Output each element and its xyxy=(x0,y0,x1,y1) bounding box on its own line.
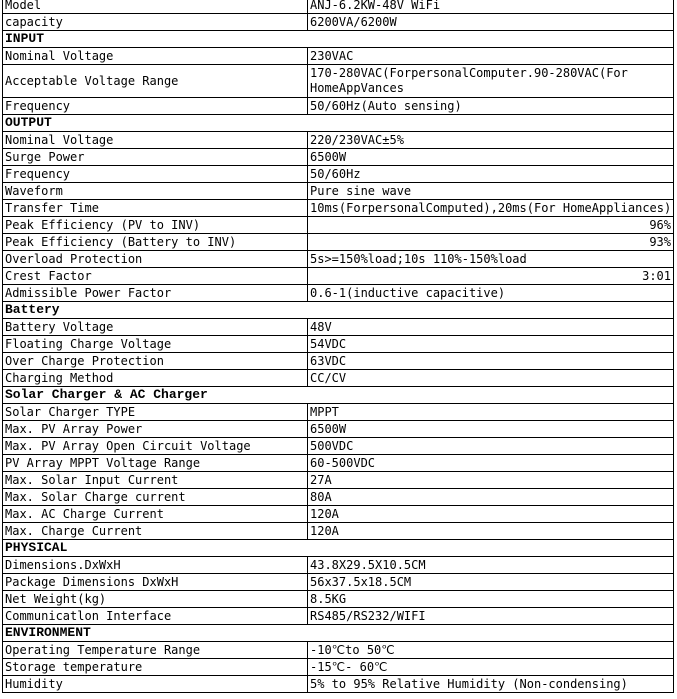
spec-row xyxy=(3,455,674,472)
spec-value: 54VDC xyxy=(308,336,674,353)
spec-row xyxy=(3,200,674,217)
spec-label: Acceptable Voltage Range xyxy=(3,65,308,98)
spec-label: Frequency xyxy=(3,98,308,115)
spec-row xyxy=(3,489,674,506)
spec-row xyxy=(3,319,674,336)
spec-row xyxy=(3,0,674,14)
spec-label: Net Weight(kg) xyxy=(3,591,308,608)
spec-value: 48V xyxy=(308,319,674,336)
spec-value: 500VDC xyxy=(308,438,674,455)
spec-label: PV Array MPPT Voltage Range xyxy=(3,455,308,472)
spec-label: Communicatlon Interface xyxy=(3,608,308,625)
spec-row xyxy=(3,65,674,98)
spec-row xyxy=(3,234,674,251)
spec-label: Surge Power xyxy=(3,149,308,166)
spec-label: Transfer Time xyxy=(3,200,308,217)
section-header-row xyxy=(3,540,674,557)
spec-row xyxy=(3,183,674,200)
spec-label: Frequency xyxy=(3,166,308,183)
spec-value: -15℃- 60℃ xyxy=(308,659,674,676)
section-header-row xyxy=(3,31,674,48)
spec-table xyxy=(2,0,674,693)
spec-label: Floating Charge Voltage xyxy=(3,336,308,353)
section-title: Solar Charger & AC Charger xyxy=(3,387,674,404)
spec-value: 6500W xyxy=(308,149,674,166)
spec-value: CC/CV xyxy=(308,370,674,387)
spec-row xyxy=(3,591,674,608)
spec-value: 120A xyxy=(308,523,674,540)
spec-row xyxy=(3,421,674,438)
spec-value: 43.8X29.5X10.5CM xyxy=(308,557,674,574)
section-title: INPUT xyxy=(3,31,674,48)
spec-row xyxy=(3,268,674,285)
spec-row xyxy=(3,438,674,455)
spec-row xyxy=(3,149,674,166)
spec-row xyxy=(3,98,674,115)
spec-label: Nominal Voltage xyxy=(3,48,308,65)
spec-value: 5% to 95% Relative Humidity (Non-condensing) xyxy=(308,676,674,693)
spec-row xyxy=(3,642,674,659)
section-header-row xyxy=(3,625,674,642)
spec-label: Package Dimensions DxWxH xyxy=(3,574,308,591)
spec-row xyxy=(3,217,674,234)
spec-label: capacity xyxy=(3,14,308,31)
spec-value: 96% xyxy=(308,217,674,234)
spec-value: 93% xyxy=(308,234,674,251)
spec-value: 5s>=150%load;10s 110%-150%load xyxy=(308,251,674,268)
section-title: PHYSICAL xyxy=(3,540,674,557)
spec-label: Max. Charge Current xyxy=(3,523,308,540)
spec-row xyxy=(3,472,674,489)
spec-label: Admissible Power Factor xyxy=(3,285,308,302)
spec-label: Max. Solar Charge current xyxy=(3,489,308,506)
spec-row xyxy=(3,285,674,302)
spec-label: Humidity xyxy=(3,676,308,693)
spec-value: 120A xyxy=(308,506,674,523)
spec-label: Storage temperature xyxy=(3,659,308,676)
section-header-row xyxy=(3,387,674,404)
spec-row xyxy=(3,574,674,591)
spec-label: Nominal Voltage xyxy=(3,132,308,149)
spec-value: 8.5KG xyxy=(308,591,674,608)
spec-label: Model xyxy=(3,0,308,14)
spec-value: 56x37.5x18.5CM xyxy=(308,574,674,591)
spec-label: Max. PV Array Open Circuit Voltage xyxy=(3,438,308,455)
spec-row xyxy=(3,659,674,676)
spec-value: 60-500VDC xyxy=(308,455,674,472)
spec-value: Pure sine wave xyxy=(308,183,674,200)
spec-row xyxy=(3,166,674,183)
spec-value: 170-280VAC(ForpersonalComputer.90-280VAC(For HomeAppVances xyxy=(308,65,674,98)
section-header-row xyxy=(3,115,674,132)
spec-value: 80A xyxy=(308,489,674,506)
spec-row xyxy=(3,132,674,149)
spec-row xyxy=(3,336,674,353)
spec-row xyxy=(3,353,674,370)
section-title: Battery xyxy=(3,302,674,319)
spec-value: 6500W xyxy=(308,421,674,438)
spec-value: 0.6-1(inductive capacitive) xyxy=(308,285,674,302)
spec-label: Overload Protection xyxy=(3,251,308,268)
spec-label: Solar Charger TYPE xyxy=(3,404,308,421)
spec-value: RS485/RS232/WIFI xyxy=(308,608,674,625)
spec-row xyxy=(3,14,674,31)
spec-value: 3:01 xyxy=(308,268,674,285)
spec-value: ANJ-6.2KW-48V WiFi xyxy=(308,0,674,14)
spec-label: Over Charge Protection xyxy=(3,353,308,370)
spec-label: Max. PV Array Power xyxy=(3,421,308,438)
spec-label: Operating Temperature Range xyxy=(3,642,308,659)
spec-value: 50/60Hz xyxy=(308,166,674,183)
spec-value: 63VDC xyxy=(308,353,674,370)
spec-label: Crest Factor xyxy=(3,268,308,285)
spec-row xyxy=(3,404,674,421)
spec-value: 27A xyxy=(308,472,674,489)
spec-row xyxy=(3,676,674,693)
spec-table-body xyxy=(3,0,674,693)
spec-value: -10℃to 50℃ xyxy=(308,642,674,659)
spec-row xyxy=(3,608,674,625)
spec-label: Dimensions.DxWxH xyxy=(3,557,308,574)
spec-value: 50/60Hz(Auto sensing) xyxy=(308,98,674,115)
spec-label: Battery Voltage xyxy=(3,319,308,336)
section-title: OUTPUT xyxy=(3,115,674,132)
spec-value: 10ms(ForpersonalComputed),20ms(For HomeAppliances) xyxy=(308,200,674,217)
section-header-row xyxy=(3,302,674,319)
spec-row xyxy=(3,506,674,523)
spec-label: Max. AC Charge Current xyxy=(3,506,308,523)
spec-row xyxy=(3,523,674,540)
spec-row xyxy=(3,557,674,574)
spec-label: Waveform xyxy=(3,183,308,200)
spec-label: Peak Efficiency (PV to INV) xyxy=(3,217,308,234)
spec-row xyxy=(3,370,674,387)
spec-value: MPPT xyxy=(308,404,674,421)
spec-value: 6200VA/6200W xyxy=(308,14,674,31)
spec-label: Charging Method xyxy=(3,370,308,387)
spec-row xyxy=(3,48,674,65)
spec-label: Peak Efficiency (Battery to INV) xyxy=(3,234,308,251)
spec-value: 220/230VAC±5% xyxy=(308,132,674,149)
spec-row xyxy=(3,251,674,268)
spec-label: Max. Solar Input Current xyxy=(3,472,308,489)
section-title: ENVIRONMENT xyxy=(3,625,674,642)
spec-value: 230VAC xyxy=(308,48,674,65)
